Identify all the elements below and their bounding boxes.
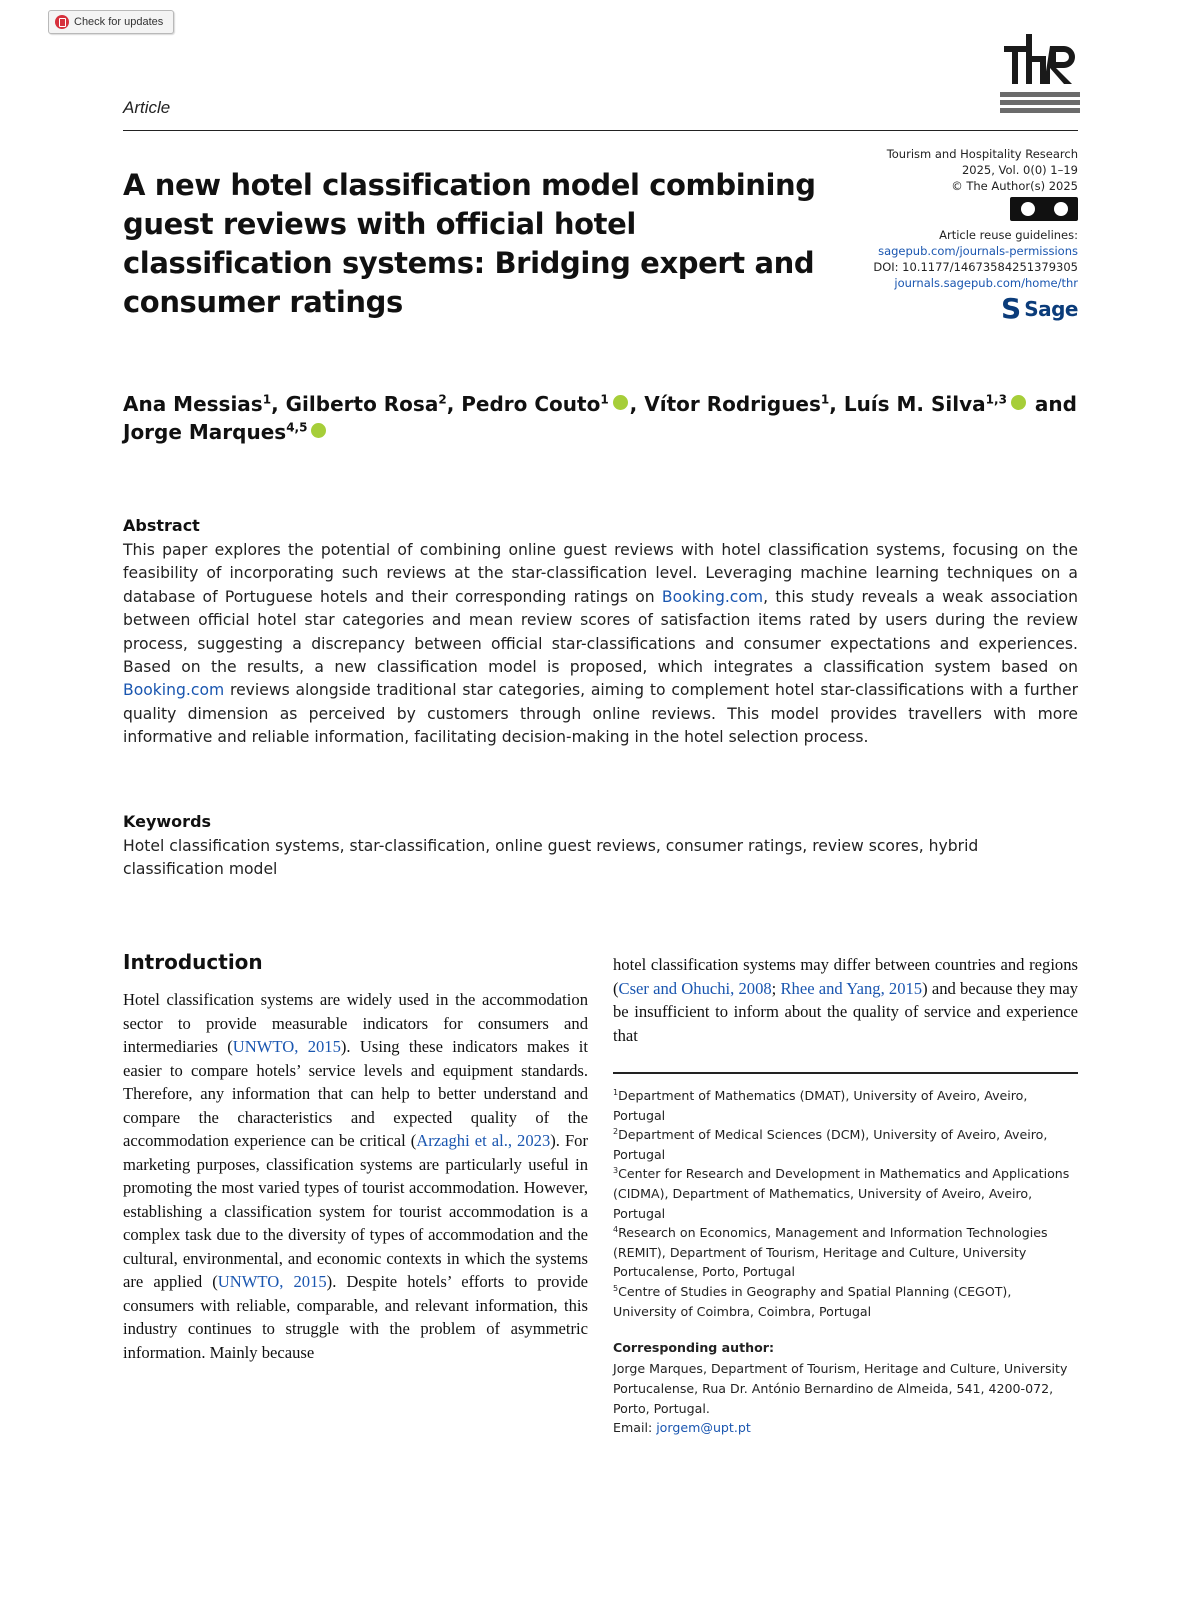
body-text: Hotel classification systems are widely used in the accommodation sector to provide measurable indicators for consumers and intermediaries (: [123, 990, 588, 1056]
header-divider: [123, 130, 1078, 131]
author-affiliation-marker: 1: [600, 392, 609, 407]
creative-commons-license-icon[interactable]: [1010, 197, 1078, 221]
abstract-part: reviews alongside traditional star categories, aiming to complement hotel star-classifications with a further quality dimension as perceived by customers through online reviews. This model provides travellers with more informative and reliable information, facilitating decision-making in the hotel selection process.: [123, 681, 1078, 747]
journal-home-link[interactable]: journals.sagepub.com/home/thr: [894, 276, 1078, 290]
affiliation-text: Department of Mathematics (DMAT), University of Aveiro, Aveiro, Portugal: [613, 1088, 1028, 1123]
author-name[interactable]: Luís M. Silva: [843, 392, 986, 416]
body-text: hotel classification systems may differ between countries and regions (: [613, 955, 1078, 998]
corresponding-author-heading: Corresponding author:: [613, 1340, 775, 1355]
copyright-notice: © The Author(s) 2025: [951, 179, 1078, 193]
abstract-part: , this study reveals a weak association between official hotel star categories and mean review scores of satisfaction items rated by users during the review process, suggesting a discrepancy between official star-classifications and consumer expectations and experiences. Based on the results, a new classification model is proposed, which integrates a classification system based on: [123, 587, 1078, 677]
affiliation: [613, 1223, 1078, 1282]
author-separator: ,: [446, 392, 462, 416]
email-line: [613, 1418, 1078, 1438]
sage-wordmark: Sage: [1024, 297, 1078, 321]
affiliation: [613, 1086, 1078, 1125]
booking-link[interactable]: Booking.com: [123, 681, 225, 700]
paper-title: A new hotel classification model combining guest reviews with official hotel classification systems: Bridging expert and consumer ratings: [123, 168, 816, 319]
author-name[interactable]: Pedro Couto: [461, 392, 601, 416]
affiliation: [613, 1125, 1078, 1164]
author-affiliation-marker: 1: [262, 392, 272, 407]
doi-text[interactable]: DOI: 10.1177/14673584251379305: [873, 260, 1078, 274]
abstract-text: [123, 539, 1078, 750]
reuse-guidelines-label: Article reuse guidelines:: [939, 228, 1078, 242]
affiliation-text: Research on Economics, Management and Information Technologies (REMIT), Department of Tourism, Heritage and Culture, University Portucalense, Porto, Portugal: [613, 1225, 1048, 1280]
journal-issue: 2025, Vol. 0(0) 1–19: [961, 163, 1078, 177]
article-type-label: Article: [123, 98, 171, 117]
citation-link[interactable]: Arzaghi et al., 2023: [416, 1131, 551, 1150]
journal-info: [820, 146, 1078, 325]
introduction-right-column: [613, 953, 1078, 1047]
affiliation: [613, 1282, 1078, 1321]
thr-logo: [1000, 30, 1080, 120]
affiliation-marker: 4: [613, 1224, 619, 1234]
author-list: [123, 390, 1083, 446]
affiliation-text: Center for Research and Development in Mathematics and Applications (CIDMA), Department of Mathematics, University of Aveiro, Aveiro, Portugal: [613, 1166, 1070, 1221]
abstract-heading: Abstract: [123, 516, 200, 535]
affiliation-marker: 1: [613, 1087, 619, 1097]
affiliations: [613, 1086, 1078, 1321]
corresponding-author: [613, 1359, 1078, 1438]
orcid-icon[interactable]: [311, 423, 326, 438]
author-separator: ,: [271, 392, 286, 416]
corresponding-author-address: Jorge Marques, Department of Tourism, Heritage and Culture, University Portucalense, Rua Dr. António Bernardino de Almeida, 541, 4200-072, Porto, Portugal.: [613, 1361, 1068, 1416]
abstract-part: This paper explores the potential of combining online guest reviews with hotel classification systems, focusing on the feasibility of incorporating such reviews at the star-classification level. Leveraging machine learning techniques on a database of Portuguese hotels and their corresponding ratings on: [123, 541, 1078, 606]
citation-link[interactable]: UNWTO, 2015: [217, 1272, 327, 1291]
author-name[interactable]: Gilberto Rosa: [285, 392, 439, 416]
introduction-left-column: [123, 988, 588, 1364]
affiliation-text: Department of Medical Sciences (DCM), University of Aveiro, Aveiro, Portugal: [613, 1127, 1048, 1162]
affiliation-marker: 3: [613, 1166, 619, 1176]
keywords-heading: Keywords: [123, 812, 212, 831]
affiliation-text: Centre of Studies in Geography and Spatial Planning (CEGOT), University of Coimbra, Coimbra, Portugal: [613, 1283, 1012, 1319]
author-affiliation-marker: 1,3: [985, 392, 1007, 407]
journal-name: Tourism and Hospitality Research: [886, 147, 1078, 161]
check-for-updates-button[interactable]: [48, 10, 174, 34]
affiliation-marker: 2: [613, 1127, 619, 1136]
keywords-text: Hotel classification systems, star-classification, online guest reviews, consumer ratings, review scores, hybrid classification model: [123, 837, 979, 879]
body-text: ;: [771, 978, 781, 998]
citation-link[interactable]: Cser and Ohuchi, 2008: [618, 978, 772, 998]
author-separator: and: [1027, 392, 1077, 416]
author-separator: ,: [829, 392, 844, 416]
email-link[interactable]: jorgem@upt.pt: [656, 1420, 751, 1436]
body-text: ). Despite hotels’ efforts to provide consumers with reliable, comparable, and relevant information, this industry continues to struggle with the problem of asymmetric information. Mainly because: [123, 1272, 588, 1362]
affiliation: [613, 1164, 1078, 1223]
footnote-divider: [613, 1072, 1078, 1074]
permissions-link[interactable]: sagepub.com/journals-permissions: [878, 244, 1078, 258]
citation-link[interactable]: UNWTO, 2015: [232, 1037, 341, 1056]
author-name[interactable]: Ana Messias: [123, 392, 263, 416]
orcid-icon[interactable]: [1011, 395, 1026, 410]
email-label: Email:: [613, 1420, 657, 1436]
author-affiliation-marker: 4,5: [286, 420, 308, 435]
bookmark-icon: [55, 15, 69, 29]
author-name[interactable]: Jorge Marques: [123, 420, 287, 444]
author-separator: ,: [629, 392, 645, 416]
affiliation-marker: 5: [613, 1283, 619, 1293]
citation-link[interactable]: Rhee and Yang, 2015: [780, 978, 923, 998]
booking-link[interactable]: Booking.com: [661, 587, 764, 606]
body-text: ). For marketing purposes, classification systems are particularly useful in promoting the most varied types of tourist accommodation. However, establishing a classification system for tourist accommodation is a complex task due to the diversity of types of accommodation and the cultural, environmental, and economic contexts in which the systems are applied (: [123, 1131, 589, 1291]
check-for-updates-label: Check for updates: [74, 16, 164, 28]
sage-s-icon: S: [1001, 292, 1022, 325]
author-affiliation-marker: 2: [438, 392, 447, 407]
author-affiliation-marker: 1: [820, 392, 830, 407]
sage-logo: [1001, 292, 1078, 325]
body-text: ). Using these indicators makes it easier to compare hotels’ service levels and equipment standards. Therefore, any information that can help to better understand and compare the characteristics and expected quality of the accommodation experience can be critical (: [123, 1037, 588, 1150]
body-text: ) and because they may be insufficient to inform about the quality of service and experience that: [613, 978, 1079, 1045]
author-name[interactable]: Vítor Rodrigues: [644, 392, 821, 416]
introduction-heading: Introduction: [123, 950, 263, 974]
orcid-icon[interactable]: [613, 395, 628, 410]
